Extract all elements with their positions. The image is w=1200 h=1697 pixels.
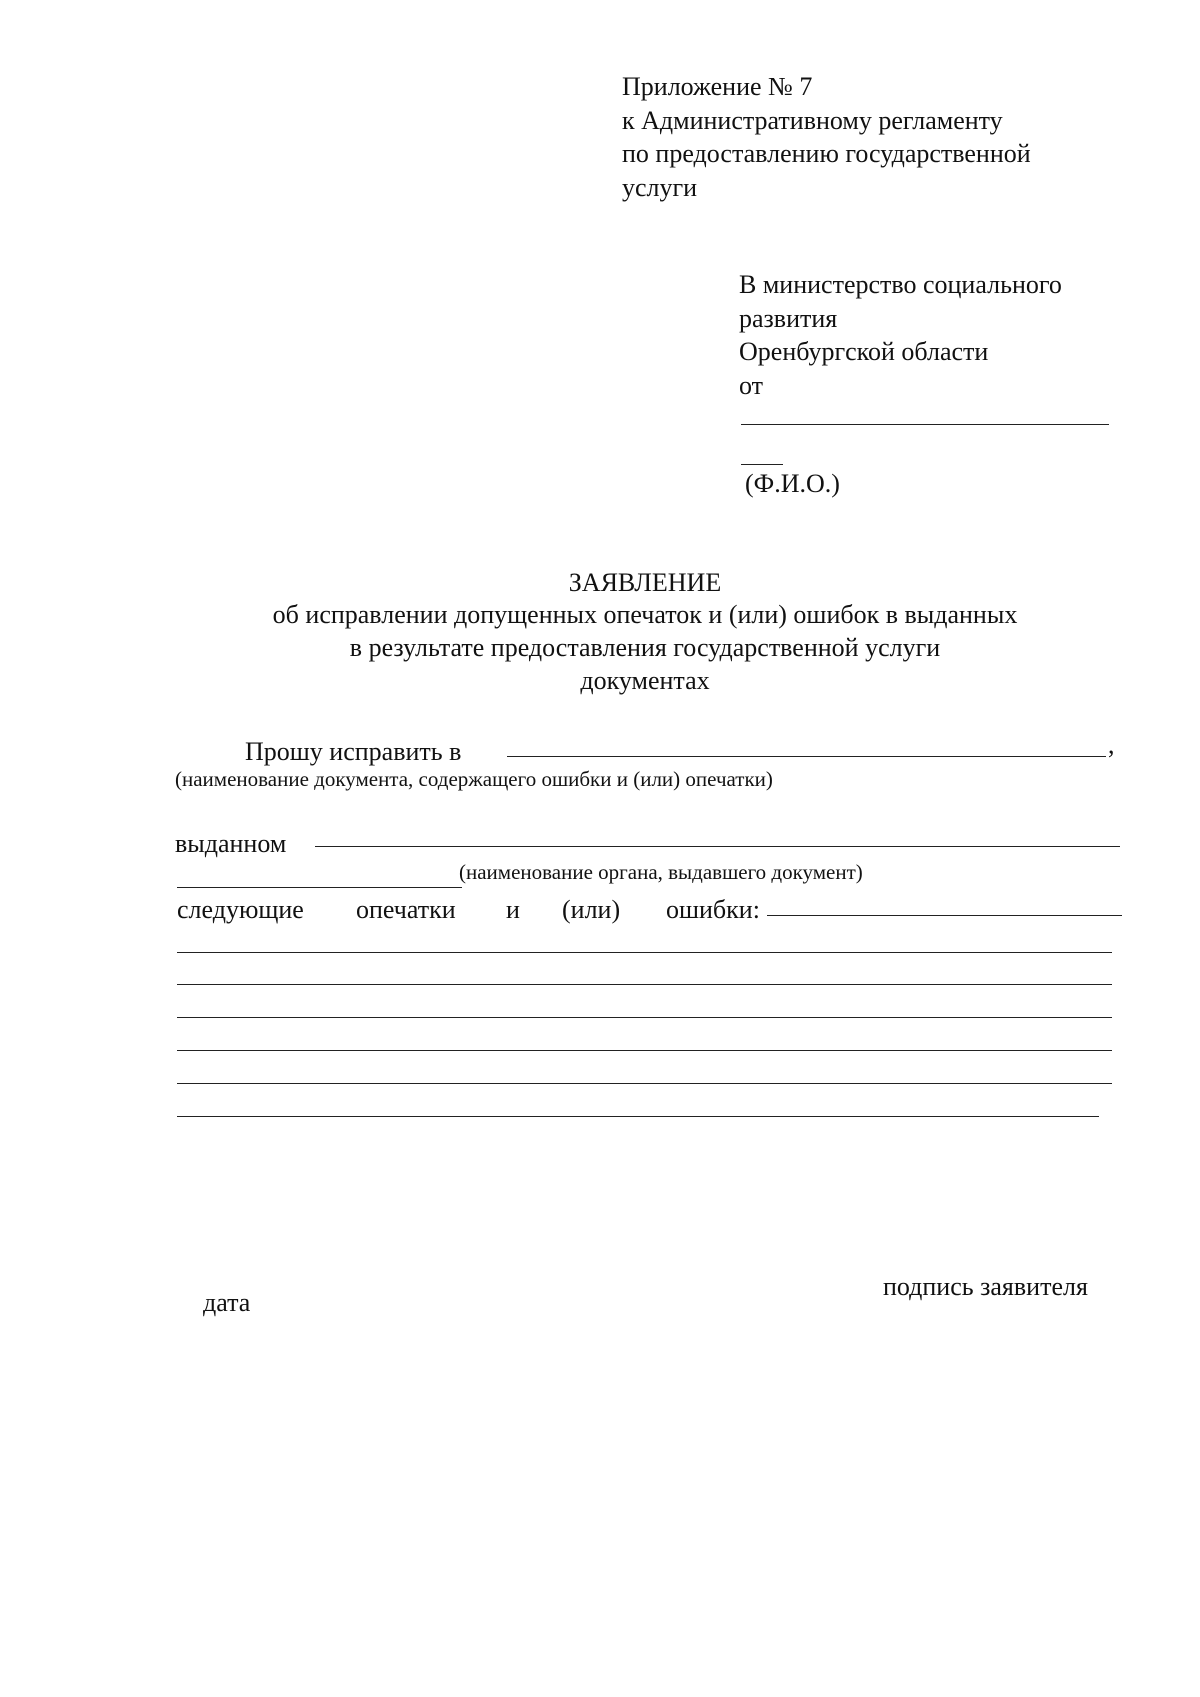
appendix-reference-line1: к Административному регламенту — [622, 106, 1003, 135]
addressee-line1: В министерство социального — [739, 270, 1062, 299]
title-line1: об исправлении допущенных опечаток и (или) ошибок в выданных — [272, 600, 1018, 629]
errors-field-line-1[interactable] — [177, 952, 1112, 953]
issuer-field-continued[interactable] — [177, 887, 462, 888]
from-label: от — [739, 371, 764, 400]
appendix-reference-line2: по предоставлению государственной — [622, 139, 1031, 168]
appendix-number: Приложение № 7 — [622, 72, 813, 101]
title-line3: документах — [580, 666, 710, 695]
errors-field-line-3[interactable] — [177, 1017, 1112, 1018]
issuer-field[interactable] — [315, 846, 1120, 847]
date-label: дата — [203, 1288, 251, 1317]
title-line2: в результате предоставления государственной услуги — [349, 633, 941, 662]
issued-label: выданном — [175, 829, 287, 858]
addressee-line2: развития — [739, 304, 838, 333]
fio-field-line-short — [741, 464, 783, 465]
errors-word-1: следующие — [177, 895, 304, 924]
errors-field-line-5[interactable] — [177, 1083, 1112, 1084]
document-name-field[interactable] — [507, 756, 1106, 757]
title-heading: ЗАЯВЛЕНИЕ — [568, 568, 722, 597]
addressee-line3: Оренбургской области — [739, 337, 989, 366]
errors-word-3: и — [506, 895, 520, 924]
errors-field-line-0[interactable] — [767, 915, 1122, 916]
request-comma: , — [1108, 730, 1115, 759]
document-name-caption: (наименование документа, содержащего ошибки и (или) опечатки) — [175, 767, 773, 791]
fio-field-line[interactable] — [741, 424, 1109, 425]
signature-label: подпись заявителя — [883, 1272, 1088, 1301]
issuer-caption: (наименование органа, выдавшего документ) — [459, 860, 863, 884]
errors-word-2: опечатки — [356, 895, 456, 924]
errors-word-5: ошибки: — [666, 895, 760, 924]
appendix-reference-line3: услуги — [622, 173, 698, 202]
errors-field-line-6[interactable] — [177, 1116, 1099, 1117]
errors-field-line-4[interactable] — [177, 1050, 1112, 1051]
fio-caption: (Ф.И.О.) — [745, 469, 840, 498]
request-label: Прошу исправить в — [245, 737, 462, 766]
errors-field-line-2[interactable] — [177, 984, 1112, 985]
errors-word-4: (или) — [562, 895, 621, 924]
